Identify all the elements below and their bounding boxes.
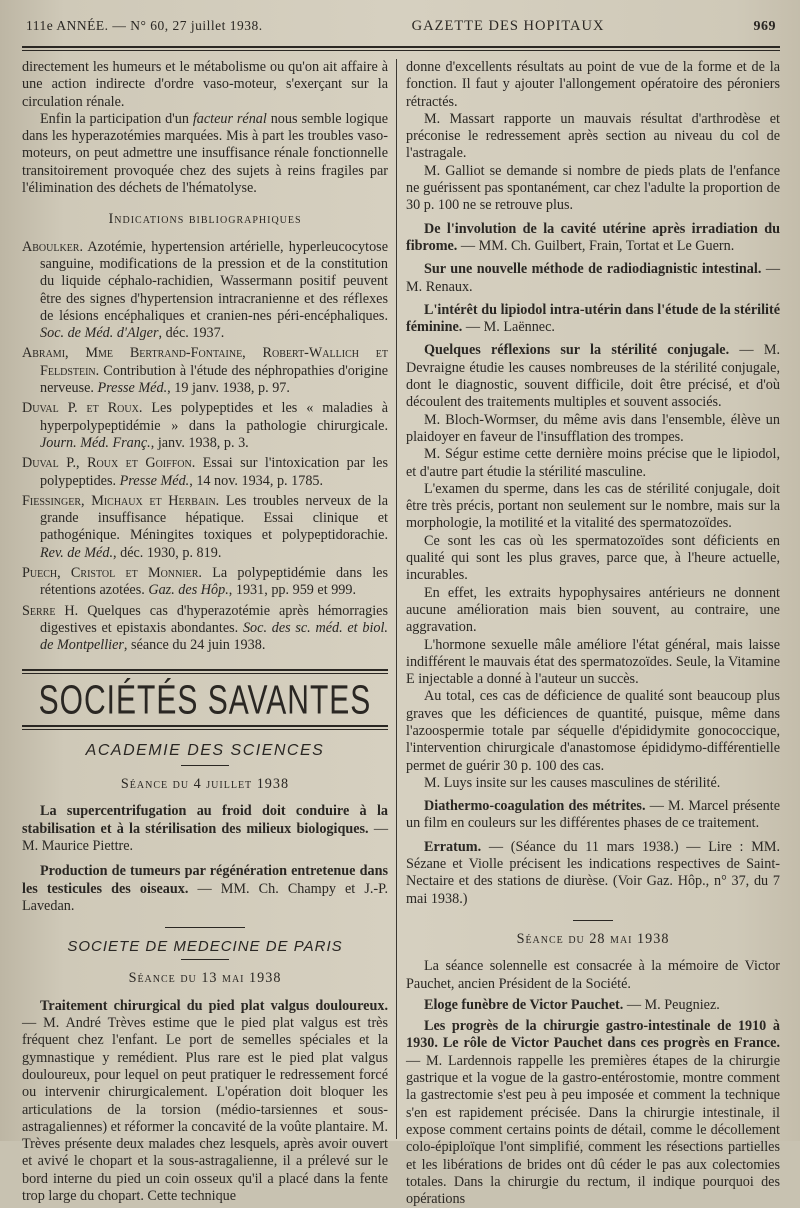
session-date: Séance du 28 mai 1938: [516, 930, 670, 947]
section-rule: [22, 725, 388, 730]
paragraph: directement les humeurs et le métabolisme ou qu'on ait affaire à une action indirecte d'ordre vaso-moteur, s'exerçant sur la circulation rénale.: [22, 59, 388, 110]
communication: Eloge funèbre de Victor Pauchet. — M. Peugniez.: [424, 996, 720, 1013]
paragraph: La séance solennelle est consacrée à la mémoire de Victor Pauchet, ancien Président de la Société.: [406, 958, 780, 992]
communication: Diathermo-coagulation des métrites. — M. Marcel présente un film en couleurs sur les différentes phases de ce traitement.: [406, 798, 780, 832]
bibliography: [22, 239, 388, 655]
paragraph: Enfin la participation d'un facteur rénal nous semble logique dans les hyperazotémies marquées. Mis à part les troubles vaso-moteurs, on peut admettre une insuffisance rénale fonctionnelle transitoirement provoquée chez des sujets à reins fragiles par l'élimination des déchets de l'hématolyse.: [22, 110, 389, 197]
biblio-entry: Duval P. et Roux. Les polypeptides et les « maladies à hyperpolypeptidémie » dans la pathologie chirurgicale. Journ. Méd. Franç., janv. 1938, p. 3.: [22, 400, 388, 451]
communication: Erratum. — (Séance du 11 mars 1938.) — Lire : MM. Sézane et Violle précisent les indications respectives de Saint-Nectaire et des stations de diurèse. (Voir Gaz. Hôp., n° 37, du 7 mai 1938.): [406, 838, 780, 907]
session-date: Séance du 13 mai 1938: [128, 970, 282, 987]
communication: Production de tumeurs par régénération entretenue dans les testicules des oiseaux. — MM. Ch. Champy et J.-P. Lavedan.: [22, 863, 388, 914]
divider: [573, 920, 613, 921]
paragraph: En effet, les extraits hypophysaires antérieurs ne donnent aucune amélioration mais bien souvent, au contraire, une aggravation.: [406, 584, 780, 636]
paragraph: M. Bloch-Wormser, du même avis dans l'ensemble, élève un plaidoyer en faveur de l'insufflation des trompes.: [406, 411, 780, 445]
biblio-heading: Indications bibliographiques: [108, 211, 302, 228]
biblio-entry: Duval P., Roux et Goiffon. Essai sur l'intoxication par les polypeptides. Presse Méd., 14 nov. 1934, p. 1785.: [22, 455, 388, 489]
communication: Sur une nouvelle méthode de radiodiagnistic intestinal. — M. Renaux.: [406, 261, 781, 295]
issue-info: 111e ANNÉE. — N° 60, 27 juillet 1938.: [26, 18, 263, 33]
communication: Quelques réflexions sur la stérilité conjugale. — M. Devraigne étudie les causes nombreuses de la stérilité conjugale, dont le diagnostic, souvent difficile, doit être précisé, et d'où découlent des traitements multiples et souvent associés.: [406, 342, 781, 411]
paragraph: Ce sont les cas où les spermatozoïdes sont déficients en qualité qui sont les plus graves, parce que, à l'heure actuelle, incurables.: [406, 532, 780, 584]
communication: De l'involution de la cavité utérine après irradiation du fibrome. — MM. Ch. Guilbert, Frain, Tortat et Le Guern.: [406, 220, 780, 254]
page-header: [22, 6, 780, 42]
session-date: Séance du 4 juillet 1938: [120, 776, 290, 793]
paragraph: L'hormone sexuelle mâle améliore l'état général, mais laisse indifférent le mauvais état des spermatozoïdes. Seule, la Vitamine E injectable a donné à l'auteur un succès.: [406, 636, 780, 688]
society-heading: SOCIETE DE MEDECINE DE PARIS: [67, 938, 343, 956]
society-heading: ACADEMIE DES SCIENCES: [85, 741, 325, 759]
page-number: 969: [753, 19, 776, 34]
right-column: [396, 59, 781, 1208]
left-column: [22, 59, 396, 1205]
paragraph: M. Luys insite sur les causes masculines de stérilité.: [424, 774, 721, 791]
communication: La supercentrifugation au froid doit conduire à la stabilisation et à la stérilisation des milieux biologiques. — M. Maurice Piettre.: [22, 803, 388, 854]
communication: L'intérêt du lipiodol intra-utérin dans l'étude de la stérilité féminine. — M. Laënnec.: [406, 301, 780, 336]
divider: [181, 959, 229, 960]
paragraph: M. Ségur estime cette dernière moins précise que le lipiodol, et d'autre part étudie la stérilité masculine.: [406, 446, 780, 480]
section-banner: SOCIÉTÉS SAVANTES: [38, 677, 372, 723]
section-rule: [22, 669, 388, 674]
biblio-entry: Puech, Cristol et Monnier. La polypeptidémie dans les rétentions azotées. Gaz. des Hôp., 1931, pp. 959 et 999.: [22, 565, 388, 599]
paragraph: M. Galliot se demande si nombre de pieds plats de l'enfance ne guérissent pas spontanément, car chez l'adulte la proportion de 30 p. 100 ne se retrouve plus.: [406, 162, 780, 214]
header-rule: [22, 46, 780, 51]
communication: Traitement chirurgical du pied plat valgus douloureux. — M. André Trèves estime que le pied plat valgus est très fréquent chez l'enfant. Le port de semelles spéciales et la gymnastique y remédient. Plus rare est le pied plat valgus douloureux, pour lequel on peut pratiquer le redressement forcé ou intervenir chirurgicalement. L'opération doit bloquer les articulations de la torsion (médio-tarsiennes et sous-astragaliennes) et réformer la concavité de la voûte plantaire. M. Trèves présente deux malades chez lesquels, après avoir ouvert et avivé le chopart et la sous-astragalienne, il a prélevé sur le bord interne du pied un coin osseux qu'il a placé dans la fente trop large du chopart. Cette technique: [22, 997, 388, 1205]
biblio-entry: Serre H. Quelques cas d'hyperazotémie après hémorragies digestives et epistaxis abondantes. Soc. des sc. méd. et biol. de Montpellier, séance du 24 juin 1938.: [22, 602, 388, 654]
biblio-entry: Fiessinger, Michaux et Herbain. Les troubles nerveux de la grande insuffisance hépatique. Essai clinique et pathogénique. Méningites toxiques et polypeptidorachie. Rev. de Méd., déc. 1930, p. 819.: [22, 492, 388, 561]
paragraph: M. Massart rapporte un mauvais résultat d'arthrodèse et préconise le redressement après section au niveau du col de l'astragale.: [406, 110, 780, 162]
paragraph: Au total, ces cas de déficience de qualité sont beaucoup plus graves que les déficiences de quantité, puisque, même dans l'azoospermie totale par séquelle d'épididymite gonococcique, l'intervention chirurgicale d'anastomose épididymo-différentielle permet de guérir 30 p. 100 des cas.: [406, 688, 780, 774]
biblio-entry: Abrami, Mme Bertrand-Fontaine, Robert-Wallich et Feldstein. Contribution à l'étude des néphropathies d'origine nerveuse. Presse Méd., 19 janv. 1938, p. 97.: [22, 345, 388, 397]
text-columns: [22, 59, 781, 1208]
paragraph: donne d'excellents résultats au point de vue de la forme et de la fonction. Il faut y ajouter l'allongement opératoire des péroniers rétractés.: [406, 59, 780, 110]
journal-title: GAZETTE DES HOPITAUX: [411, 18, 605, 34]
divider: [181, 765, 229, 766]
paragraph: L'examen du sperme, dans les cas de stérilité conjugale, doit être très précis, portant non seulement sur le nombre, mais sur la morphologie, la motilité et la vitalité des spermatozoïdes.: [406, 480, 780, 532]
divider: [165, 927, 245, 928]
communication: Les progrès de la chirurgie gastro-intestinale de 1910 à 1930. Le rôle de Victor Pauchet dans ces progrès en France. — M. Lardennois rappelle les premières étapes de la chirurgie gastrique et la vogue de la gastro-entérostomie, montre comment la gastrectomie s'est peu à peu imposée et comment la technique s'en est rapidement précisée. Dans la chirurgie intestinale, il expose comment certains points de détail, comme le décollement colo-épiploïque l'ont simplifié, comment les résections partielles et les libérations de brides ont dû céder le pas aux colectomies totales. Dans la chirurgie du rectum, il indique pourquoi des opérations: [406, 1018, 780, 1208]
biblio-entry: Aboulker. Azotémie, hypertension artérielle, hyperleucocytose sanguine, modifications de la pression et de la constitution du liquide céphalo-rachidien, Wassermann positif peuvent être des signes d'hypertension intracranienne et des réflexes de lésions encéphaliques et cranien-nes péri-encéphaliques. Soc. de Méd. d'Alger, déc. 1937.: [22, 238, 388, 342]
